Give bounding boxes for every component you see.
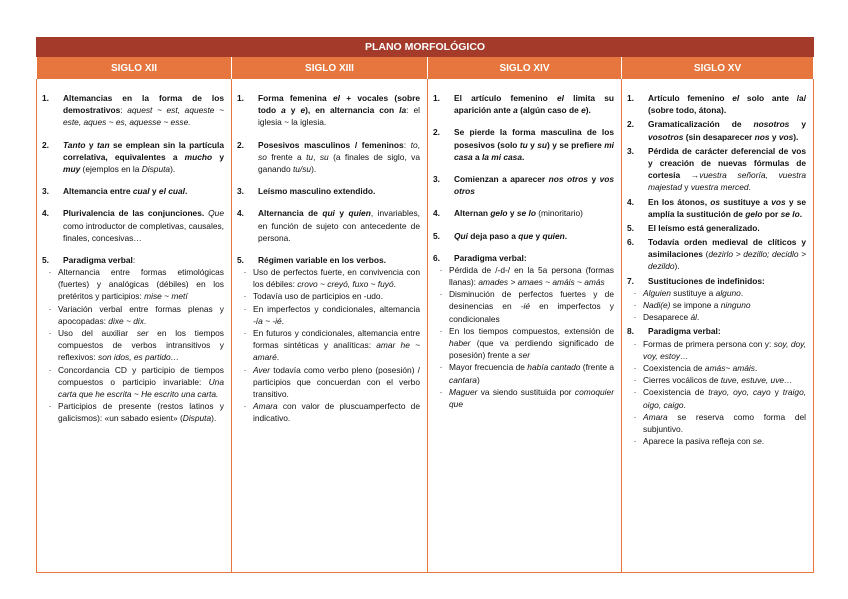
sub-item-text: Desaparece ál.	[643, 312, 700, 323]
item-number: 3.	[237, 186, 244, 197]
item-text: Alternancia de qui y quien, invariables, en función de sujeto con antecedente de persona.	[258, 208, 421, 243]
bullet-icon: ·	[439, 362, 443, 373]
list-item	[42, 185, 224, 197]
list-item	[42, 254, 224, 425]
sub-item	[627, 435, 806, 447]
sub-item	[433, 386, 614, 410]
column-header-xiii: SIGLO XIII	[232, 57, 428, 80]
sub-item	[237, 290, 420, 302]
item-text: Sustituciones de indefinidos:	[648, 275, 765, 286]
column-header-xv: SIGLO XV	[622, 57, 814, 80]
bullet-icon: ·	[633, 411, 637, 422]
item-text: En los átonos, os sustituye a vos y se amplía la sustitución de gelo por se lo.	[648, 196, 807, 219]
list-item	[237, 139, 420, 176]
sub-item-text: Uso del auxiliar ser en los tiempos compuestos de verbos intransitivos y reflexivos: son idos, es partido…	[58, 328, 224, 363]
item-text: Pérdida de carácter deferencial de vos y creación de nuevas fórmulas de cortesía →vuestra señoría, vuestra majestad y vuestra merced.	[648, 145, 807, 193]
list-item	[237, 207, 420, 244]
morphology-table	[36, 37, 814, 573]
sub-item	[627, 362, 806, 374]
sub-list	[433, 264, 614, 410]
sub-item	[237, 364, 420, 401]
bullet-icon: ·	[633, 387, 637, 398]
bullet-icon: ·	[243, 401, 247, 412]
list-item	[433, 126, 614, 163]
list-item	[627, 275, 806, 324]
sub-item-text: Aparece la pasiva refleja con se.	[643, 436, 765, 447]
item-text: Artículo femenino el solo ante /a/ (sobre todo, átona).	[648, 93, 807, 116]
item-text: Tanto y tan se emplean sin la partícula correlativa, equivalentes a mucho y muy (ejemplos en la Disputa).	[63, 139, 225, 174]
sub-item-text: Todavía uso de participios en -udo.	[253, 291, 383, 302]
sub-item-text: Alternancia entre formas etimológicas (fuertes) y analógicas (débiles) en los pretéritos y participios: mise ~ metí	[58, 267, 224, 302]
bullet-icon: ·	[439, 264, 443, 275]
item-number: 5.	[433, 230, 440, 241]
bullet-icon: ·	[243, 303, 247, 314]
list-item	[433, 92, 614, 116]
column-xv	[622, 79, 814, 573]
item-number: 4.	[237, 208, 244, 219]
item-number: 8.	[627, 326, 634, 337]
sub-item-text: Variación verbal entre formas plenas y apocopadas: dixe ~ dix.	[58, 303, 224, 326]
bullet-icon: ·	[243, 328, 247, 338]
sub-item	[433, 264, 614, 288]
item-number: 2.	[433, 127, 440, 138]
bullet-icon: ·	[439, 325, 443, 336]
sub-item	[627, 386, 806, 410]
sub-item-text: En futuros y condicionales, altemancia entre formas sintéticas y analíticas: amar he ~ amaré.	[253, 328, 420, 363]
bullet-icon: ·	[48, 267, 52, 278]
list-item	[433, 230, 614, 242]
item-text: Comienzan a aparecer nos otros y vos otros	[454, 173, 615, 197]
list-item	[433, 252, 614, 410]
item-text: Forma femenina el + vocales (sobre todo a y e), en alternancia con la: el iglesia ~ la iglesia.	[258, 93, 420, 128]
sub-item	[627, 311, 806, 323]
sub-item	[433, 288, 614, 325]
bullet-icon: ·	[48, 303, 52, 314]
column-xii	[37, 79, 232, 573]
bullet-icon: ·	[633, 338, 637, 349]
item-number: 4.	[42, 208, 49, 219]
sub-item	[42, 400, 224, 424]
column-xiv	[428, 79, 622, 573]
sub-item	[42, 266, 224, 303]
item-number: 2.	[237, 139, 244, 150]
sub-list	[627, 287, 806, 324]
sub-item-text: Mayor frecuencia de había cantado (frente a cantara)	[449, 362, 614, 385]
sub-item	[627, 411, 806, 435]
sub-item-text: Maguer va siendo sustituida por comoquier que	[449, 386, 614, 409]
sub-list	[627, 338, 806, 448]
sub-item-text: Concordancia CD y participio de tiempos compuestos o participio invariable: Una carta que he escrita ~ He escrito una carta.	[58, 364, 224, 399]
sub-item-text: Disminución de perfectos fuertes y de desinencias en -ié en imperfectos y condicionales	[449, 289, 614, 324]
item-number: 1.	[237, 93, 244, 103]
sub-item	[433, 325, 614, 362]
bullet-icon: ·	[633, 287, 637, 298]
bullet-icon: ·	[439, 289, 443, 300]
list-item	[433, 173, 614, 197]
bullet-icon: ·	[48, 401, 52, 412]
bullet-icon: ·	[439, 386, 443, 397]
item-number: 3.	[433, 173, 440, 184]
sub-item	[42, 327, 224, 364]
list-item	[627, 222, 806, 234]
sub-item-text: Uso de perfectos fuerte, en convivencia con los débiles: crovo ~ creyó, fuxo ~ fuyó.	[253, 267, 420, 290]
item-text: Altemancia entre cual y el cual.	[63, 186, 188, 197]
item-text: Alternan gelo y se lo (minoritario)	[454, 208, 583, 219]
list-item	[627, 92, 806, 116]
sub-item-text: Aver todavía como verbo pleno (posesión) / participios que concuerdan con el verbo transitivo.	[253, 364, 420, 399]
item-text: Paradigma verbal:	[63, 254, 136, 265]
item-text: Paradigma verbal:	[648, 326, 721, 337]
sub-item	[627, 338, 806, 362]
bullet-icon: ·	[243, 291, 247, 302]
item-text: Plurivalencia de las conjunciones. Que como introductor de completivas, causales, finales, concesivas…	[63, 208, 224, 243]
item-number: 4.	[433, 208, 440, 219]
item-text: Paradigma verbal:	[454, 252, 527, 263]
item-text: Se pierde la forma masculina de los posesivos (solo tu y su) y se prefiere mi casa a la mi casa.	[454, 127, 615, 162]
item-text: Posesivos masculinos / femeninos: to, so frente a tu, su (a finales de siglo, va ganando tu/su).	[258, 139, 420, 174]
item-number: 7.	[627, 275, 634, 286]
item-number: 3.	[42, 186, 49, 197]
column-xiii	[232, 79, 428, 573]
bullet-icon: ·	[48, 328, 52, 338]
bullet-icon: ·	[633, 300, 637, 310]
item-text: El leísmo está generalizado.	[648, 222, 760, 233]
bullet-icon: ·	[633, 312, 637, 323]
sub-item-text: En imperfectos y condicionales, altemancia -ía ~ -ié.	[253, 303, 420, 326]
document	[36, 37, 813, 573]
sub-item-text: Coexistencia de trayo, oyo, cayo y traigo, oigo, caigo.	[643, 387, 807, 410]
bullet-icon: ·	[243, 364, 247, 375]
item-number: 2.	[42, 139, 49, 150]
sub-item	[237, 327, 420, 364]
item-number: 6.	[627, 237, 634, 248]
column-header-xii: SIGLO XII	[37, 57, 232, 80]
bullet-icon: ·	[633, 436, 637, 447]
item-text: Qui deja paso a que y quien.	[454, 230, 568, 241]
list-item	[627, 325, 806, 447]
item-text: El artículo femenino el limita su aparición ante a (algún caso de e).	[454, 93, 614, 116]
item-text: Todavía orden medieval de clíticos y asimilaciones (dezirlo > dezillo; decidlo > dezildo).	[648, 237, 807, 272]
item-text: Gramaticalización de nosotros y vosotros (sin desaparecer nos y vos).	[648, 119, 807, 142]
list-item	[627, 196, 806, 220]
bullet-icon: ·	[633, 375, 637, 386]
item-number: 5.	[627, 222, 634, 233]
item-number: 3.	[627, 145, 634, 156]
list-item	[627, 145, 806, 194]
list-item	[627, 236, 806, 273]
list-item	[237, 92, 420, 129]
sub-item	[627, 287, 806, 299]
sub-item-text: Amara se reserva como forma del subjuntivo.	[643, 411, 807, 434]
item-number: 5.	[237, 254, 244, 265]
sub-item	[42, 364, 224, 401]
sub-item-text: Cierres vocálicos de tuve, estuve, uve…	[643, 375, 793, 386]
item-text: Altemancias en la forma de los demostrativos: aquest ~ est, aqueste ~ este, aques ~ es, aquesse ~ esse.	[63, 93, 224, 128]
sub-item	[237, 303, 420, 327]
sub-item	[42, 303, 224, 327]
bullet-icon: ·	[633, 362, 637, 373]
item-number: 4.	[627, 196, 634, 207]
item-number: 1.	[433, 93, 440, 103]
item-text: Régimen variable en los verbos.	[258, 254, 387, 265]
item-text: Leísmo masculino extendido.	[258, 186, 376, 197]
sub-list	[42, 266, 224, 424]
list-item	[627, 118, 806, 142]
sub-item-text: Nadi(e) se impone a ninguno	[643, 300, 751, 310]
list-item	[42, 139, 224, 176]
sub-item-text: Participios de presente (restos latinos y galicismos): «un sabado esient» (Disputa).	[58, 401, 224, 424]
sub-item-text: Formas de primera persona con y: soy, doy, voy, estoy…	[643, 338, 807, 361]
item-number: 1.	[627, 93, 634, 103]
sub-item-text: Amara con valor de pluscuamperfecto de indicativo.	[253, 401, 420, 424]
list-item	[237, 254, 420, 425]
sub-item	[627, 374, 806, 386]
sub-item-text: Coexistencia de amás~ amáis.	[643, 362, 758, 373]
sub-item-text: En los tiempos compuestos, extensión de haber (que va perdiendo significado de posesión) frente a ser	[449, 325, 614, 361]
item-number: 1.	[42, 93, 49, 103]
sub-list	[237, 266, 420, 424]
column-header-xiv: SIGLO XIV	[428, 57, 622, 80]
sub-item-text: Alguien sustituye a alguno.	[643, 287, 744, 298]
list-item	[42, 207, 224, 244]
sub-item	[433, 361, 614, 385]
bullet-icon: ·	[243, 267, 247, 278]
sub-item-text: Pérdida de /-d-/ en la 5a persona (formas llanas): amades > amaes ~ amáis ~ amás	[449, 264, 614, 288]
sub-item	[627, 299, 806, 311]
sub-item	[237, 266, 420, 290]
list-item	[42, 92, 224, 129]
sub-item	[237, 400, 420, 424]
item-number: 6.	[433, 252, 440, 263]
list-item	[433, 207, 614, 219]
list-item	[237, 185, 420, 197]
item-number: 5.	[42, 254, 49, 265]
item-number: 2.	[627, 119, 634, 130]
table-title: PLANO MORFOLÓGICO	[37, 38, 814, 57]
bullet-icon: ·	[48, 364, 52, 375]
